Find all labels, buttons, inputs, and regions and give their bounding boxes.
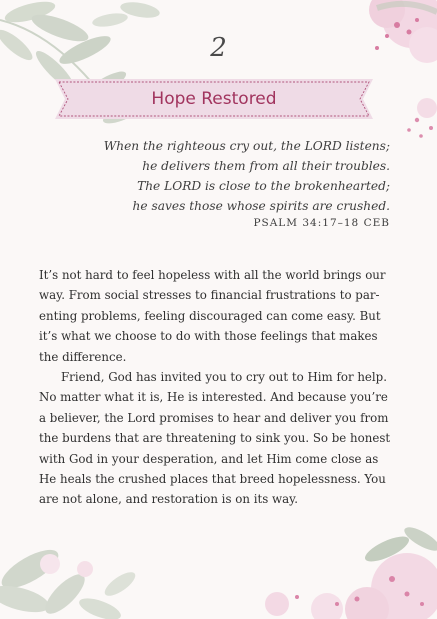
chapter-number: 2: [210, 33, 227, 63]
berry-sprig-icon: [387, 90, 437, 170]
body-line: He heals the crushed places that breed hopelessness. You: [39, 472, 386, 487]
scripture-line: When the righteous cry out, the LORD listens;: [103, 139, 390, 153]
scripture-line: he saves those whose spirits are crushed.: [132, 199, 390, 213]
body-line: are not alone, and restoration is on its way.: [39, 492, 298, 507]
body-line: the burdens that are threatening to sink you. So be honest: [39, 431, 391, 446]
leaf-branch-icon: [0, 0, 170, 150]
body-line: with God in your desperation, and let Him come close as: [39, 451, 379, 466]
body-line: way. From social stresses to financial frustrations to par-: [39, 288, 380, 303]
devotional-body: [39, 265, 405, 510]
body-line: the difference.: [39, 349, 127, 364]
body-line: it’s what we choose to do with those feelings that makes: [39, 329, 378, 344]
body-line: Friend, God has invited you to cry out to Him for help.: [61, 370, 387, 385]
page-title: Hope Restored: [151, 89, 277, 109]
scripture-line: The LORD is close to the brokenhearted;: [137, 179, 390, 193]
body-line: enting problems, feeling discouraged can come easy. But: [39, 308, 381, 323]
body-line: No matter what it is, He is interested. And because you’re: [39, 390, 388, 405]
flower-cluster-icon: [207, 509, 437, 619]
scripture-line: he delivers them from all their troubles.: [142, 159, 390, 173]
scripture-quote: [40, 136, 390, 216]
scripture-citation: PSALM 34:17–18 CEB: [253, 217, 390, 229]
body-line: a believer, the Lord promises to hear and deliver you from: [39, 410, 389, 425]
title-banner: [53, 77, 375, 121]
leaf-cluster-icon: [0, 509, 150, 619]
body-line: It’s not hard to feel hopeless with all the world brings our: [39, 268, 386, 282]
